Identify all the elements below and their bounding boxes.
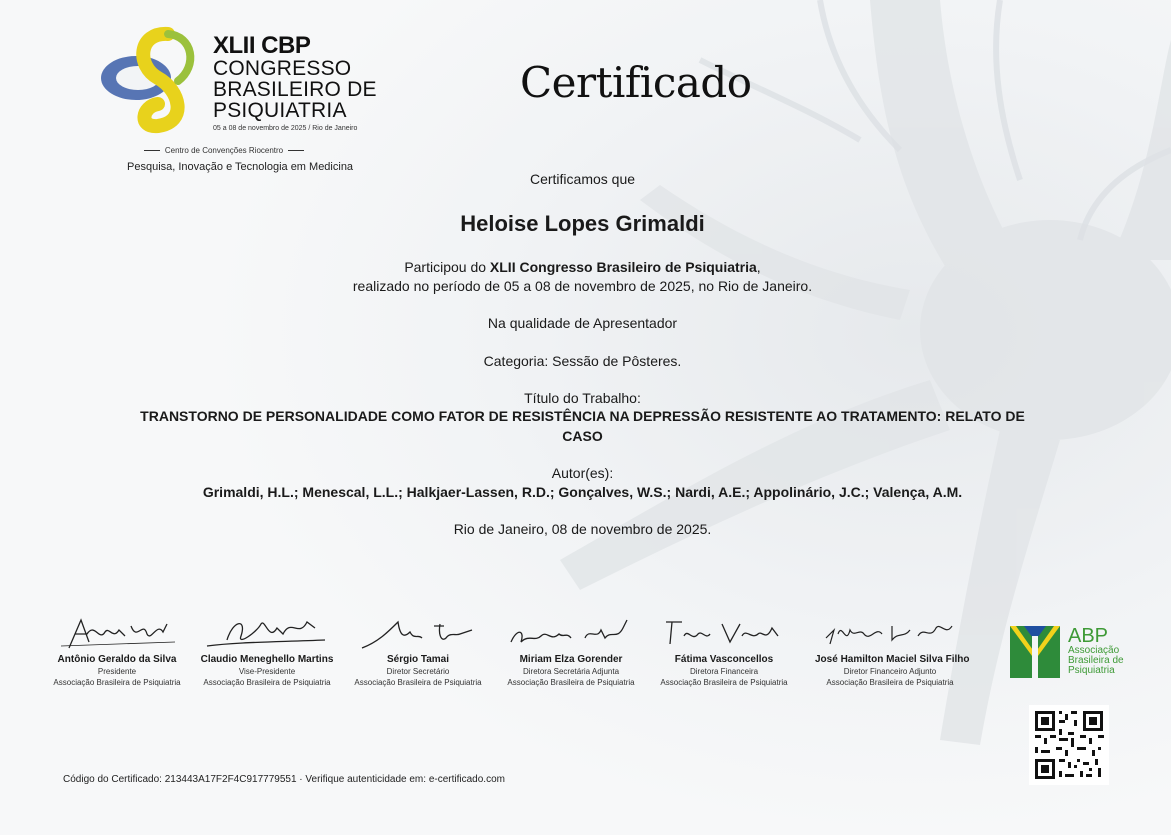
venue-text: Centro de Convenções Riocentro xyxy=(164,146,284,155)
work-title-line-2: CASO xyxy=(562,428,603,444)
logo-line-1: XLII CBP xyxy=(213,32,311,59)
signatory-name: Claudio Meneghello Martins xyxy=(200,654,334,665)
abp-flag-icon xyxy=(1010,626,1060,678)
signature-block xyxy=(496,612,646,687)
signatory-role: Diretora Financeira xyxy=(689,667,759,676)
handwritten-signature xyxy=(348,612,488,652)
work-title-label: Título do Trabalho: xyxy=(524,390,641,406)
cbp-logo-text xyxy=(213,34,377,132)
cbp-logo-mark xyxy=(98,26,208,136)
handwritten-signature xyxy=(654,612,794,652)
logo-line-2: CONGRESSO xyxy=(213,57,352,80)
certificate-code: 213443A17F2F4C917779551 xyxy=(164,774,297,785)
signatory-role: Diretora Secretária Adjunta xyxy=(522,667,620,676)
signatory-name: Sérgio Tamai xyxy=(386,654,450,665)
signature-block xyxy=(192,612,342,687)
signatory-name: Antônio Geraldo da Silva xyxy=(57,654,177,665)
handwritten-signature xyxy=(501,612,641,652)
signatory-org: Associação Brasileira de Psiquiatria xyxy=(203,678,331,687)
abp-line-3: Psiquiatria xyxy=(1068,665,1115,676)
signature-block xyxy=(815,612,970,687)
signatory-name: Fátima Vasconcellos xyxy=(674,654,774,665)
event-name: XLII Congresso Brasileiro de Psiquiatria xyxy=(489,259,757,275)
abp-acronym: ABP xyxy=(1068,625,1109,647)
signature-block xyxy=(343,612,493,687)
handwritten-signature xyxy=(820,612,960,652)
abp-line-2: Brasileira de xyxy=(1068,655,1124,666)
logo-dates: 05 a 08 de novembro de 2025 / Rio de Janeiro xyxy=(213,125,358,132)
signatory-org: Associação Brasileira de Psiquiatria xyxy=(660,678,788,687)
period-line: realizado no período de 05 a 08 de novembro de 2025, no Rio de Janeiro. xyxy=(352,278,813,294)
handwritten-signature xyxy=(47,612,187,652)
logo-line-4: PSIQUIATRIA xyxy=(213,99,347,122)
signatory-org: Associação Brasileira de Psiquiatria xyxy=(354,678,482,687)
participation-prefix: Participou do xyxy=(404,259,490,275)
signatory-role: Vise-Presidente xyxy=(238,667,296,676)
footer-separator: · xyxy=(296,774,306,785)
authors-label: Autor(es): xyxy=(551,465,614,481)
signatory-org: Associação Brasileira de Psiquiatria xyxy=(507,678,635,687)
abp-logo-text xyxy=(1068,626,1124,676)
abp-line-1: Associação xyxy=(1068,645,1120,656)
signatory-name: José Hamilton Maciel Silva Filho xyxy=(815,654,970,665)
signatory-role: Diretor Secretário xyxy=(386,667,450,676)
place-date: Rio de Janeiro, 08 de novembro de 2025. xyxy=(453,521,712,537)
event-tagline: Pesquisa, Inovação e Tecnologia em Medicina xyxy=(127,161,354,173)
signatory-role: Diretor Financeiro Adjunto xyxy=(843,667,937,676)
certificate-code-label: Código do Certificado: xyxy=(63,774,165,785)
authors-list: Grimaldi, H.L.; Menescal, L.L.; Halkjaer-Lassen, R.D.; Gonçalves, W.S.; Nardi, A.E.; Appolinário, J.C.; Valença, A.M. xyxy=(202,484,963,500)
venue-rule-right xyxy=(288,150,304,151)
participation-line xyxy=(100,259,1065,275)
signatory-name: Miriam Elza Gorender xyxy=(519,654,623,665)
participation-suffix: , xyxy=(756,259,761,275)
recipient-name: Heloise Lopes Grimaldi xyxy=(460,211,705,236)
signatory-org: Associação Brasileira de Psiquiatria xyxy=(826,678,954,687)
qr-code xyxy=(1029,705,1109,785)
logo-line-3: BRASILEIRO DE xyxy=(213,78,377,101)
signature-block xyxy=(42,612,192,687)
signatory-org: Associação Brasileira de Psiquiatria xyxy=(53,678,181,687)
work-title-line-1: TRANSTORNO DE PERSONALIDADE COMO FATOR DE RESISTÊNCIA NA DEPRESSÃO RESISTENTE AO TRATAMENTO: RELATO DE xyxy=(140,408,1025,424)
certificate-title: Certificado xyxy=(520,58,752,107)
verify-authenticity: Verifique autenticidade em: e-certificado.com xyxy=(305,774,505,785)
signatory-role: Presidente xyxy=(97,667,137,676)
certificate-footer xyxy=(63,774,505,785)
venue-rule-left xyxy=(144,150,160,151)
venue-line xyxy=(130,146,318,155)
certify-intro: Certificamos que xyxy=(529,171,636,187)
signature-block xyxy=(649,612,799,687)
category-line: Categoria: Sessão de Pôsteres. xyxy=(483,353,682,369)
role-line: Na qualidade de Apresentador xyxy=(487,315,678,331)
handwritten-signature xyxy=(197,612,337,652)
